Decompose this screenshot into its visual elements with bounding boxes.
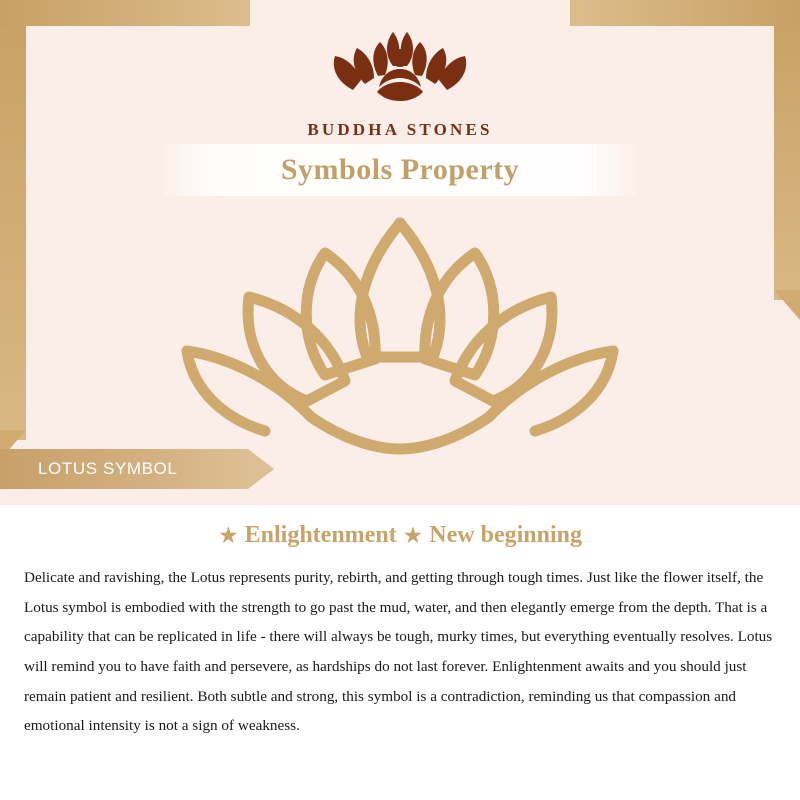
description-paragraph: Delicate and ravishing, the Lotus represents purity, rebirth, and getting through tough times. Just like the flower itself, the Lotus symbol is embodied with the strength to go past the mud, water, and then elegantly emerge from the depth. That is a capability that can be replicated in life - there will always be tough, murky times, but everything eventually resolves. Lotus will remind you to have faith and persevere, as hardships do not last forever. Enlightenment awaits and you should just remain patient and resilient. Both subtle and strong, this symbol is a contradiction, reminding us that compassion and emotional intensity is not a sign of weakness. <box>24 569 773 735</box>
content-panel <box>0 505 800 800</box>
headline-row <box>0 522 800 549</box>
page-title: Symbols Property <box>280 153 520 186</box>
brand-name: BUDDHA STONES <box>307 120 493 139</box>
title-banner <box>164 144 636 196</box>
headline-word-one: Enlightenment <box>244 522 397 548</box>
headline-word-two: New beginning <box>429 522 582 548</box>
hero-illustration <box>0 205 800 470</box>
star-icon-middle: ★ <box>402 523 424 548</box>
lotus-meditation-figure-icon <box>315 18 485 118</box>
brand-logo <box>0 18 800 140</box>
lotus-flower-icon <box>165 205 635 465</box>
section-ribbon <box>0 449 248 489</box>
ribbon-label: LOTUS SYMBOL <box>38 459 178 478</box>
star-icon-left: ★ <box>218 523 239 548</box>
